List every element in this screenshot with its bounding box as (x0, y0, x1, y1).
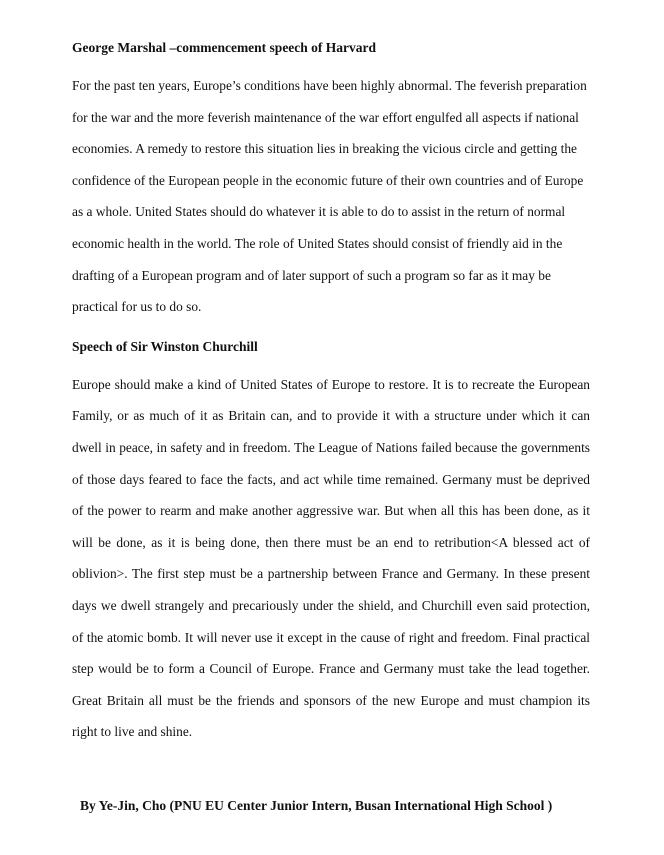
marshall-speech-paragraph: For the past ten years, Europe’s conditions have been highly abnormal. The feverish preparation for the war and the more feverish maintenance of the war effort engulfed all aspects if national economies. A remedy to restore this situation lies in breaking the vicious circle and getting the confidence of the European people in the economic future of their own countries and of Europe as a whole. United States should do whatever it is able to do to assist in the return of normal economic health in the world. The role of United States should consist of friendly aid in the drafting of a European program and of later support of such a program so far as it may be practical for us to do so. (72, 78, 587, 315)
author-credit: By Ye-Jin, Cho (PNU EU Center Junior Intern, Busan International High School ) (80, 798, 553, 813)
churchill-speech-heading: Speech of Sir Winston Churchill (72, 338, 258, 354)
document-body (72, 38, 590, 748)
churchill-speech-paragraph: Europe should make a kind of United States of Europe to restore. It is to recreate the European Family, or as much of it as Britain can, and to provide it with a structure under which it can dwell in peace, in safety and in freedom. The League of Nations failed because the governments of those days feared to face the facts, and act while time remained. Germany must be deprived of the power to rearm and make another aggressive war. But when all this has been done, as it will be done, as it is being done, then there must be an end to retribution<A blessed act of oblivion>. The first step must be a partnership between France and Germany. In these present days we dwell strangely and precariously under the shield, and Churchill even said protection, of the atomic bomb. It will never use it except in the cause of right and freedom. Final practical step would be to form a Council of Europe. France and Germany must take the lead together. Great Britain all must be the friends and sponsors of the new Europe and must champion its right to live and shine. (72, 376, 590, 740)
marshall-speech-heading: George Marshal –commencement speech of Harvard (72, 40, 377, 55)
